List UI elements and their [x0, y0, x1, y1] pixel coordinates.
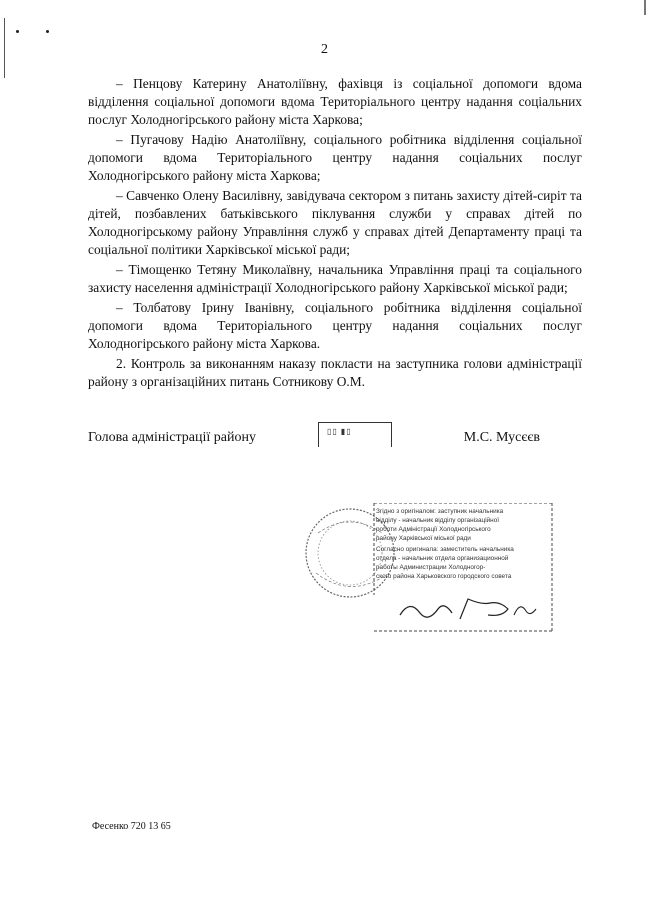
stamp-line: району Харківської міської ради: [376, 535, 471, 542]
paragraph: 2. Контроль за виконанням наказу покласти на заступника голови адміністрації району з організаційних питань Сотникову О.М.: [88, 356, 582, 389]
stamp-line: работы Администрации Холодногор-: [376, 564, 486, 571]
paragraph: – Савченко Олену Василівну, завідувача сектором з питань захисту дітей-сиріт та дітей, позбавлених батьківського піклування служби у справах дітей по Холодногірському району Управління служб у справах дітей Департаменту праці та соціальної політики Харківської міської ради;: [88, 188, 582, 257]
signatory-name: М.С. Мусєєв: [463, 430, 540, 445]
page-number: 2: [321, 42, 328, 57]
certification-stamp: [290, 503, 560, 633]
stamp-line: відділу - начальник відділу організаційної: [376, 517, 500, 524]
scan-edge-mark: [644, 0, 646, 15]
signature-stamp-box: [318, 422, 392, 447]
stamp-mark: ▯▯ ▮▯: [327, 427, 352, 436]
signatory-position: Голова адміністрації району: [88, 430, 256, 445]
order-body: [88, 75, 582, 391]
scan-speck: [46, 30, 49, 33]
stamp-line: отдела - начальник отдела организационной: [376, 555, 509, 562]
stamp-certification-text: [376, 507, 552, 581]
signature-block: [88, 427, 582, 454]
stamp-line: роботи Адміністрації Холодногірського: [376, 526, 491, 533]
stamp-line: Згідно з оригіналом: заступник начальника: [376, 508, 504, 515]
scan-speck: [16, 30, 19, 33]
executor-note: Фесенко 720 13 65: [92, 821, 171, 832]
paragraph: – Пугачову Надію Анатоліївну, соціального робітника відділення соціальної допомоги вдома Територіального центру надання соціальних послуг Холодногірського району міста Харкова;: [88, 132, 582, 183]
paragraph: – Пенцову Катерину Анатоліївну, фахівця із соціальної допомоги вдома відділення соціальної допомоги вдома Територіального центру надання соціальних послуг Холодногірського району міста Харкова;: [88, 76, 582, 127]
stamp-line: ского района Харьковского городского совета: [376, 573, 512, 580]
stamp-line: Согласно оригинала: заместитель начальника: [376, 546, 514, 553]
paragraph: – Толбатову Ірину Іванівну, соціального робітника відділення соціальної допомоги вдома Територіального центру надання соціальних послуг Холодногірського району міста Харкова.: [88, 300, 582, 351]
paragraph: – Тімощенко Тетяну Миколаївну, начальника Управління праці та соціального захисту населення адміністрації Холодногірського району Харківської міської ради;: [88, 262, 582, 295]
